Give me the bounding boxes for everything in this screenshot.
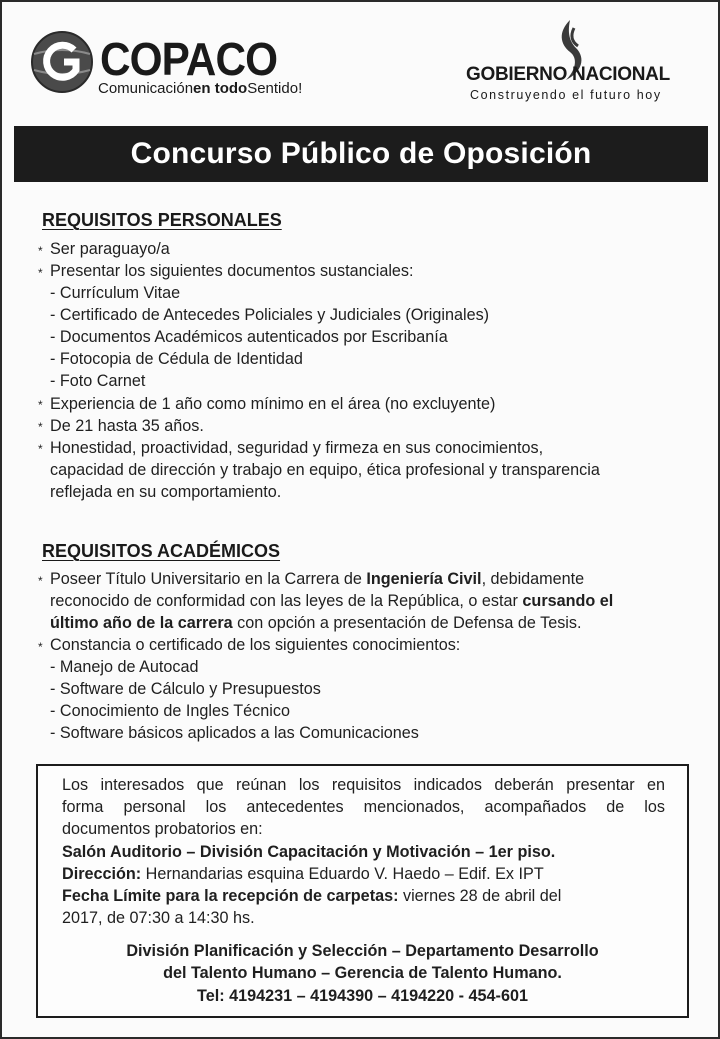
bullet-asterisk: * <box>38 420 43 434</box>
info-phones: Tel: 4194231 – 4194390 – 4194220 - 454-601 <box>197 987 528 1005</box>
personal-subitem: - Certificado de Antecedes Policiales y Judiciales (Originales) <box>50 306 490 324</box>
personal-line: De 21 hasta 35 años. <box>50 417 204 435</box>
bullet-asterisk: * <box>38 574 43 588</box>
title-banner <box>14 126 708 182</box>
copaco-globe-c-logo-icon <box>30 30 94 94</box>
info-paragraph-line: Los interesados que reúnan los requisitos indicados deberán presentar en <box>62 776 665 794</box>
bullet-asterisk: * <box>38 398 43 412</box>
bullet-asterisk: * <box>38 442 43 456</box>
personal-line: Presentar los siguientes documentos sustanciales: <box>50 262 414 280</box>
info-deadline-time: 2017, de 07:30 a 14:30 hs. <box>62 909 255 927</box>
personal-line: reflejada en su comportamiento. <box>50 483 282 501</box>
info-paragraph-line: forma personal los antecedentes mencionados, acompañados de los <box>62 798 665 816</box>
personal-subitem: - Currículum Vitae <box>50 284 181 302</box>
personal-subitem: - Foto Carnet <box>50 372 146 390</box>
info-address: Dirección: Hernandarias esquina Eduardo V. Haedo – Edif. Ex IPT <box>62 865 544 883</box>
personal-line: Honestidad, proactividad, seguridad y firmeza en sus conocimientos, <box>50 439 544 457</box>
personal-line: capacidad de dirección y trabajo en equipo, ética profesional y transparencia <box>50 461 600 479</box>
info-footer-line: División Planificación y Selección – Departamento Desarrollo <box>126 942 599 960</box>
personal-requirements-heading: REQUISITOS PERSONALES <box>42 210 282 230</box>
copaco-name: COPACO <box>100 33 278 85</box>
academic-line: Constancia o certificado de los siguientes conocimientos: <box>50 636 461 654</box>
academic-subitem: - Conocimiento de Ingles Técnico <box>50 702 290 720</box>
personal-line: Experiencia de 1 año como mínimo en el área (no excluyente) <box>50 395 496 413</box>
copaco-logo <box>30 30 320 102</box>
bullet-asterisk: * <box>38 244 43 258</box>
personal-subitem: - Documentos Académicos autenticados por Escribanía <box>50 328 448 346</box>
personal-line: Ser paraguayo/a <box>50 240 170 258</box>
academic-subitem: - Software de Cálculo y Presupuestos <box>50 680 321 698</box>
application-info-box <box>36 764 689 1018</box>
bullet-asterisk: * <box>38 266 43 280</box>
copaco-tagline: Comunicaciónen todoSentido! <box>98 80 303 97</box>
personal-subitem: - Fotocopia de Cédula de Identidad <box>50 350 303 368</box>
info-footer-line: del Talento Humano – Gerencia de Talento Humano. <box>163 964 562 982</box>
info-deadline: Fecha Límite para la recepción de carpetas: viernes 28 de abril del <box>62 887 562 905</box>
banner-title: Concurso Público de Oposición <box>130 137 592 170</box>
academic-subitem: - Manejo de Autocad <box>50 658 199 676</box>
academic-requirements-heading: REQUISITOS ACADÉMICOS <box>42 541 281 561</box>
info-place: Salón Auditorio – División Capacitación y Motivación – 1er piso. <box>62 843 556 861</box>
gobierno-nacional-logo <box>462 18 694 104</box>
gobierno-title: GOBIERNO NACIONAL <box>466 64 670 85</box>
academic-line: último año de la carrera con opción a presentación de Defensa de Tesis. <box>50 614 582 632</box>
gobierno-subtitle: Construyendo el futuro hoy <box>470 88 662 102</box>
info-paragraph-line: documentos probatorios en: <box>62 820 263 838</box>
academic-line: reconocido de conformidad con las leyes de la República, o estar cursando el <box>50 592 614 610</box>
bullet-asterisk: * <box>38 640 43 654</box>
academic-subitem: - Software básicos aplicados a las Comunicaciones <box>50 724 419 742</box>
academic-line: Poseer Título Universitario en la Carrera de Ingeniería Civil, debidamente <box>50 570 585 588</box>
